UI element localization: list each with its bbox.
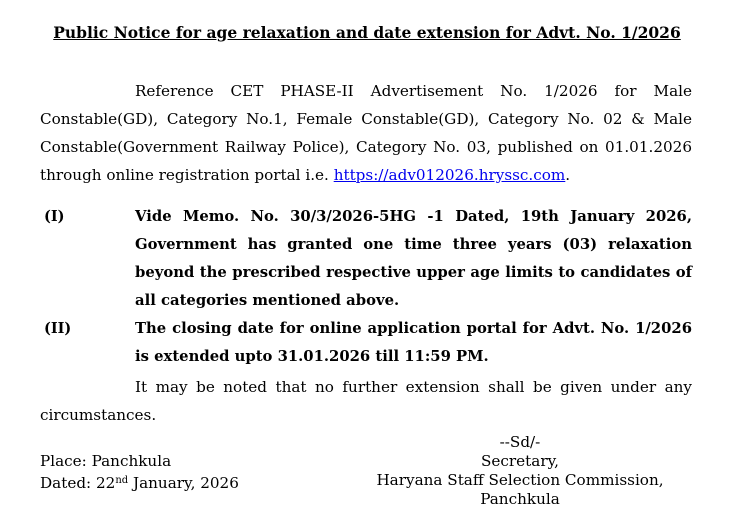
footer-signatory xyxy=(360,433,680,509)
reference-text: Reference CET PHASE-II Advertisement No. 1/2026 for Male Constable(GD), Category No.1, Female Constable(GD), Category No. 02 & Male Constable(Government Railway Police), Category No. 03, published on 01.01.2026 through online registration portal i.e. xyxy=(40,82,692,184)
notice-title-text: Public Notice for age relaxation and date extension for Advt. No. 1/2026 xyxy=(53,23,681,42)
footer-organization: Haryana Staff Selection Commission, xyxy=(376,471,664,489)
note-text: It may be noted that no further extension shall be given under any circumstances. xyxy=(40,378,692,424)
item-2-text: The closing date for online application portal for Advt. No. 1/2026 is extended upto 31.01.2026 till 11:59 PM. xyxy=(135,320,692,365)
footer-date-suffix: January, 2026 xyxy=(128,474,239,492)
footer-date-prefix: Dated: 22 xyxy=(40,474,116,492)
footer-date xyxy=(40,471,239,493)
item-1-label: (I) xyxy=(44,208,65,225)
reference-paragraph xyxy=(40,77,692,189)
footer-designation: Secretary, xyxy=(481,452,559,470)
footer-place: Place: Panchkula xyxy=(40,452,172,470)
footer-date-ordinal: nd xyxy=(115,475,129,486)
footer-place-date xyxy=(40,452,239,493)
registration-portal-link[interactable]: https://adv012026.hryssc.com xyxy=(333,166,566,184)
note-paragraph xyxy=(40,373,692,429)
item-1-text: Vide Memo. No. 30/3/2026-5HG -1 Dated, 19th January 2026, Government has granted one time three years (03) relaxation beyond the prescribed respective upper age limits to candidates of all categories mentioned above. xyxy=(135,208,692,309)
footer-signature: --Sd/- xyxy=(499,433,541,451)
item-2-label: (II) xyxy=(44,320,72,337)
reference-end: . xyxy=(565,166,571,184)
footer-city: Panchkula xyxy=(480,490,560,508)
notice-title xyxy=(0,23,734,42)
